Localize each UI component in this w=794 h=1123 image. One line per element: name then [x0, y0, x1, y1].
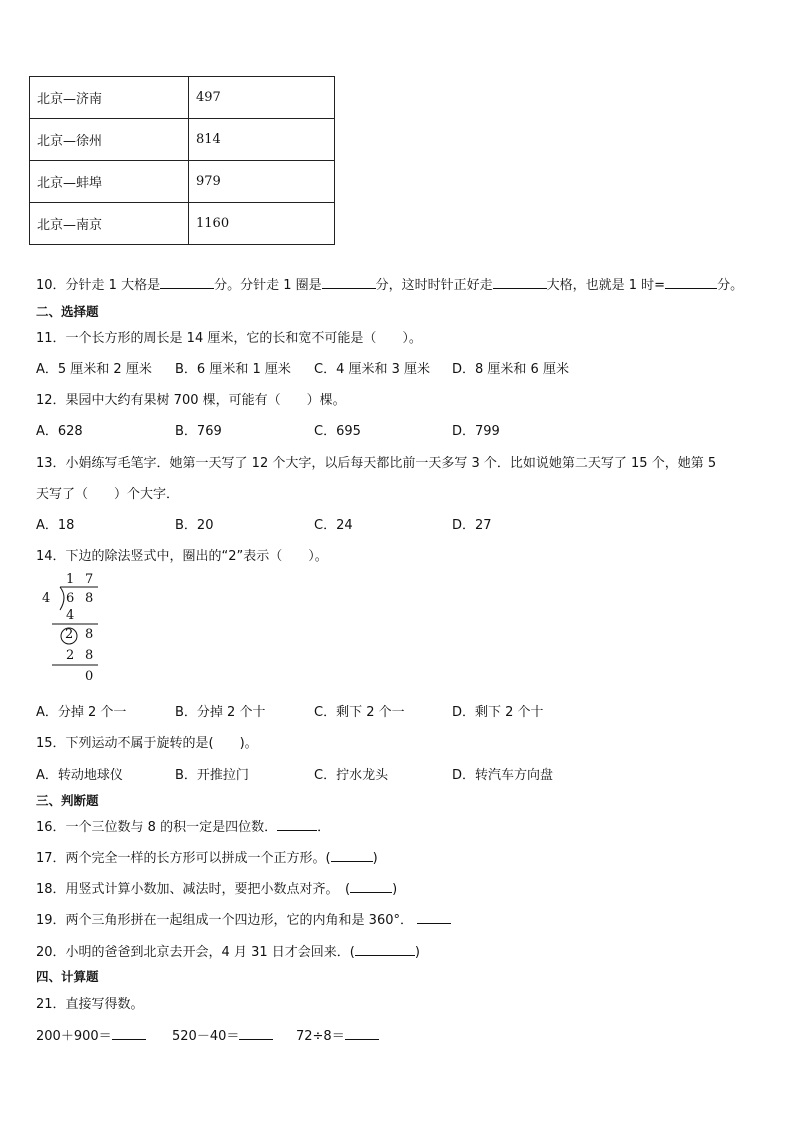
question-11: 11．一个长方形的周长是 14 厘米，它的长和宽不可能是（ ）。	[36, 331, 422, 346]
question-19: 19．两个三角形拼在一起组成一个四边形，它的内角和是 360°．	[36, 909, 451, 928]
question-18: 18．用竖式计算小数加、减法时，要把小数点对齐。 ( )	[36, 882, 398, 897]
value-cell: 1160	[189, 203, 335, 245]
quotient-digit: 7	[85, 572, 94, 587]
value-cell: 814	[189, 119, 335, 161]
section-choice-title: 二、选择题	[36, 304, 99, 319]
dividend-digit: 6	[66, 591, 75, 606]
table-row	[30, 203, 335, 245]
calc-item: 72÷8＝	[296, 1025, 379, 1044]
option-a[interactable]: A．5 厘米和 2 厘米	[36, 362, 152, 377]
subtract-1: 4	[66, 608, 75, 623]
answer-blank[interactable]	[331, 849, 373, 862]
answer-blank[interactable]	[160, 276, 214, 289]
option-c[interactable]: C．4 厘米和 3 厘米	[314, 362, 431, 377]
circled-digit: 2	[65, 627, 74, 642]
answer-blank[interactable]	[345, 1027, 379, 1040]
option-d[interactable]: D．转汽车方向盘	[452, 768, 554, 783]
option-d[interactable]: D．27	[452, 518, 492, 533]
question-15: 15．下列运动不属于旋转的是( )。	[36, 736, 258, 751]
answer-blank[interactable]	[277, 818, 317, 831]
option-b[interactable]: B．20	[175, 518, 214, 533]
answer-blank[interactable]	[350, 880, 392, 893]
answer-blank[interactable]	[493, 276, 547, 289]
option-d[interactable]: D．799	[452, 424, 500, 439]
route-cell: 北京—徐州	[30, 119, 189, 161]
subtract-2: 2	[66, 648, 75, 663]
calc-item: 520－40＝	[172, 1025, 273, 1044]
calc-item: 200＋900＝	[36, 1025, 146, 1044]
divisor: 4	[42, 591, 51, 606]
question-17: 17．两个完全一样的长方形可以拼成一个正方形。( )	[36, 851, 378, 866]
section-calc-title: 四、计算题	[36, 969, 99, 984]
answer-blank[interactable]	[322, 276, 376, 289]
long-division	[30, 570, 110, 690]
answer-blank[interactable]	[112, 1027, 146, 1040]
value-cell: 979	[189, 161, 335, 203]
table-row	[30, 77, 335, 119]
option-d[interactable]: D．剩下 2 个十	[452, 705, 544, 720]
option-a[interactable]: A．18	[36, 518, 75, 533]
section-judge-title: 三、判断题	[36, 793, 99, 808]
question-16: 16．一个三位数与 8 的积一定是四位数． ．	[36, 820, 331, 835]
option-a[interactable]: A．转动地球仪	[36, 768, 123, 783]
quotient-digit: 1	[66, 572, 75, 587]
question-10: 10．分针走 1 大格是 分。分针走 1 圈是 分，这时时针正好走 大格，也就是 1 时= 分。	[36, 278, 744, 293]
value-cell: 497	[189, 77, 335, 119]
table-row	[30, 161, 335, 203]
option-c[interactable]: C．剩下 2 个一	[314, 705, 405, 720]
question-20: 20．小明的爸爸到北京去开会，4 月 31 日才会回来．( )	[36, 945, 420, 960]
option-c[interactable]: C．24	[314, 518, 353, 533]
question-14: 14．下边的除法竖式中，圈出的“2”表示（ ）。	[36, 549, 328, 564]
option-b[interactable]: B．分掉 2 个十	[175, 705, 266, 720]
answer-blank[interactable]	[239, 1027, 273, 1040]
option-d[interactable]: D．8 厘米和 6 厘米	[452, 362, 569, 377]
answer-blank[interactable]	[665, 276, 717, 289]
subtract-2: 8	[85, 648, 94, 663]
table-row	[30, 119, 335, 161]
option-b[interactable]: B．开推拉门	[175, 768, 249, 783]
option-c[interactable]: C．695	[314, 424, 361, 439]
answer-blank[interactable]	[355, 943, 415, 956]
remainder-digit: 8	[85, 627, 94, 642]
answer-blank[interactable]	[417, 911, 451, 924]
question-12: 12．果园中大约有果树 700 棵，可能有（ ）棵。	[36, 393, 346, 408]
question-13-line1: 13．小娟练写毛笔字．她第一天写了 12 个大字，以后每天都比前一天多写 3 个．比如说她第二天写了 15 个，她第 5	[36, 456, 717, 471]
route-cell: 北京—南京	[30, 203, 189, 245]
option-c[interactable]: C．拧水龙头	[314, 768, 389, 783]
question-21: 21．直接写得数。	[36, 997, 144, 1012]
option-b[interactable]: B．6 厘米和 1 厘米	[175, 362, 291, 377]
option-a[interactable]: A．分掉 2 个一	[36, 705, 127, 720]
distance-table	[29, 76, 335, 245]
route-cell: 北京—蚌埠	[30, 161, 189, 203]
dividend-digit: 8	[85, 591, 94, 606]
option-b[interactable]: B．769	[175, 424, 222, 439]
question-13-line2: 天写了（ ）个大字．	[36, 487, 180, 502]
option-a[interactable]: A．628	[36, 424, 83, 439]
final-remainder: 0	[85, 669, 94, 684]
route-cell: 北京—济南	[30, 77, 189, 119]
